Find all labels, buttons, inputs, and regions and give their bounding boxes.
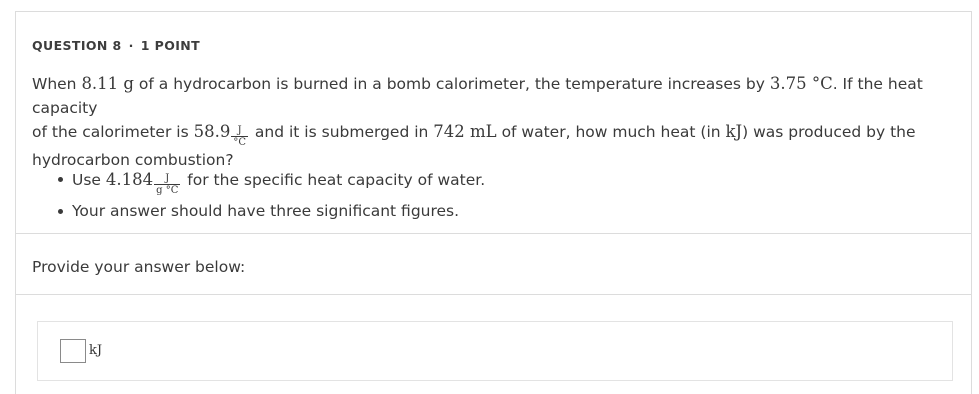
specific-heat-value: 4.184 (105, 170, 154, 189)
text-segment: of a hydrocarbon is burned in a bomb calorimeter, the temperature increases by (133, 75, 770, 93)
text-segment: of water, how much heat (in (496, 123, 726, 141)
volume-value: 742 mL (433, 122, 497, 141)
text-segment: of the calorimeter is (32, 123, 194, 141)
fraction-numerator: J (231, 125, 248, 137)
text-segment: When (32, 75, 82, 93)
header-separator: · (128, 38, 134, 53)
heat-capacity-value: 58.9 (193, 122, 231, 141)
text-segment: . If the heat capacity (32, 75, 923, 117)
text-segment: ) was produced by the (742, 123, 916, 141)
bullet-specific-heat (56, 164, 485, 196)
divider (16, 294, 971, 295)
kj-unit: kJ (725, 122, 743, 141)
text-segment: Use (72, 171, 106, 189)
question-number: QUESTION 8 (32, 38, 122, 53)
fraction-numerator: J (154, 173, 180, 185)
mass-value: 8.11 g (81, 74, 134, 93)
specific-heat-unit-fraction (154, 173, 180, 196)
question-points: 1 POINT (140, 38, 201, 53)
text-segment: for the specific heat capacity of water. (182, 171, 486, 189)
fraction-denominator: g °C (156, 185, 179, 196)
answer-input[interactable] (60, 339, 86, 363)
text-segment: and it is submerged in (249, 123, 434, 141)
temp-value: 3.75 °C (769, 74, 833, 93)
question-card (15, 11, 972, 394)
answer-area (37, 321, 953, 381)
answer-unit: kJ (89, 343, 103, 358)
divider (16, 233, 971, 234)
text-segment: hydrocarbon combustion? (32, 151, 234, 169)
question-header (32, 38, 200, 53)
answer-prompt: Provide your answer below: (32, 258, 246, 276)
fraction-denominator: °C (233, 137, 246, 148)
bullet-sig-figs: Your answer should have three significant figures. (56, 196, 485, 227)
question-bullets (56, 164, 485, 227)
question-text (32, 72, 962, 172)
heat-capacity-unit-fraction (231, 125, 248, 148)
